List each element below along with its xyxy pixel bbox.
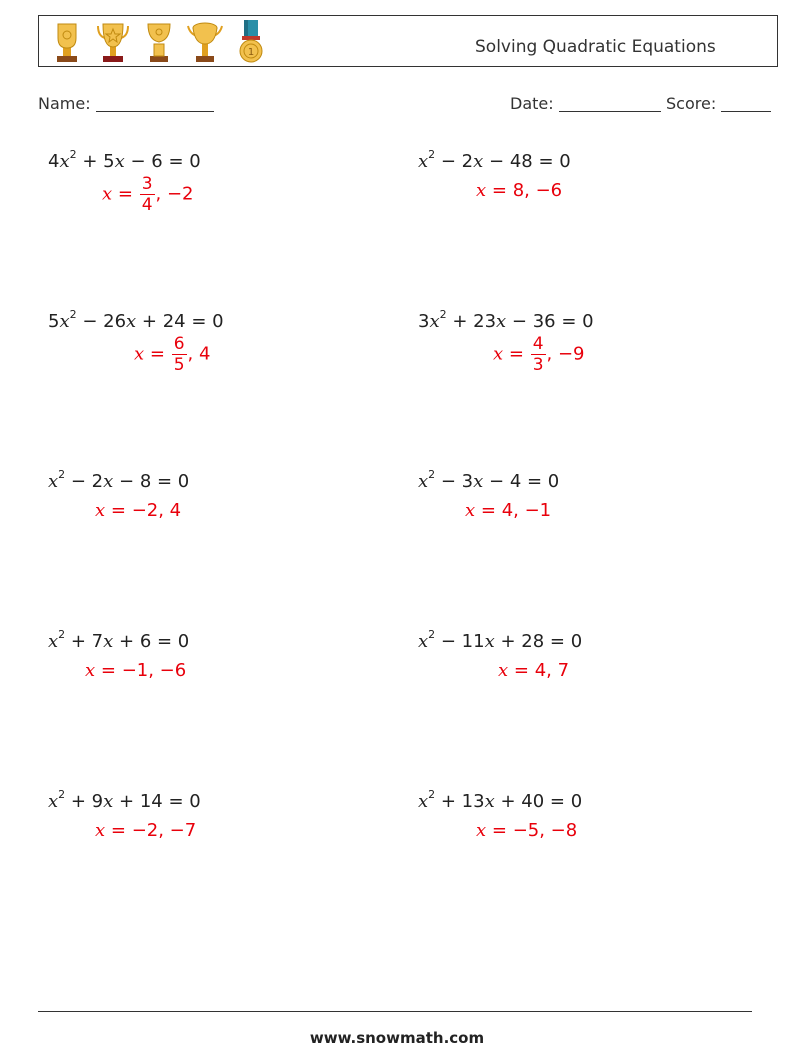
exponent: 2 xyxy=(439,308,447,321)
answer-variable: x xyxy=(465,500,476,521)
fraction-denominator: 3 xyxy=(532,355,544,375)
score-label: Score: xyxy=(666,94,717,113)
medal-icon xyxy=(233,20,269,64)
coef-b: + 7 xyxy=(65,631,104,652)
answer-variable: x xyxy=(476,180,487,201)
variable: x xyxy=(429,311,440,332)
variable: x xyxy=(126,311,137,332)
answer xyxy=(493,334,585,375)
answer-fraction xyxy=(140,174,155,215)
date-blank xyxy=(559,93,661,112)
exponent: 2 xyxy=(58,628,66,641)
fraction-denominator: 4 xyxy=(141,195,153,215)
variable: x xyxy=(103,631,114,652)
constant-term: − 48 = 0 xyxy=(483,151,571,172)
answer xyxy=(476,180,562,201)
constant-term: − 8 = 0 xyxy=(113,471,190,492)
coef-a: 4 xyxy=(48,151,60,172)
answer-variable: x xyxy=(134,343,145,365)
answer xyxy=(85,660,186,681)
fraction-numerator: 4 xyxy=(532,334,544,354)
variable: x xyxy=(418,151,429,172)
trophy-row xyxy=(49,20,269,64)
coef-a: 3 xyxy=(418,311,430,332)
exponent: 2 xyxy=(428,628,436,641)
exponent: 2 xyxy=(58,468,66,481)
footer-divider xyxy=(38,1011,752,1012)
coef-b: + 9 xyxy=(65,791,104,812)
answer-equals: = xyxy=(112,183,139,205)
name-blank xyxy=(96,93,214,112)
constant-term: − 4 = 0 xyxy=(483,471,560,492)
answer-equals: = xyxy=(503,343,530,365)
variable: x xyxy=(418,631,429,652)
constant-term: + 14 = 0 xyxy=(113,791,201,812)
coef-b: + 23 xyxy=(446,311,497,332)
problem-equation xyxy=(418,310,594,332)
constant-term: + 6 = 0 xyxy=(113,631,190,652)
problem-equation xyxy=(418,790,582,812)
answer-variable: x xyxy=(95,820,106,841)
answer-rest: , 4 xyxy=(187,343,211,365)
answer-variable: x xyxy=(85,660,96,681)
answer-variable: x xyxy=(102,183,113,205)
answer-variable: x xyxy=(95,500,106,521)
coef-b: − 2 xyxy=(65,471,104,492)
answer-equals: = xyxy=(475,500,502,521)
answer-rest: , −2 xyxy=(155,183,194,205)
answer xyxy=(465,500,551,521)
answer-equals: = xyxy=(144,343,171,365)
variable: x xyxy=(418,471,429,492)
coef-a: 5 xyxy=(48,311,60,332)
variable: x xyxy=(48,631,59,652)
problem-equation xyxy=(48,150,201,172)
coef-b: − 11 xyxy=(435,631,485,652)
answer-values: 4, 7 xyxy=(534,660,570,681)
exponent: 2 xyxy=(428,148,436,161)
score-blank xyxy=(721,93,771,112)
answer-equals: = xyxy=(508,660,535,681)
date-label: Date: xyxy=(510,94,554,113)
date-field xyxy=(510,93,661,113)
constant-term: + 28 = 0 xyxy=(494,631,583,652)
name-label: Name: xyxy=(38,94,91,113)
exponent: 2 xyxy=(428,468,436,481)
answer xyxy=(476,820,577,841)
constant-term: − 6 = 0 xyxy=(124,151,201,172)
exponent: 2 xyxy=(428,788,436,801)
answer-values: 8, −6 xyxy=(512,180,563,201)
problem-equation xyxy=(48,790,201,812)
variable: x xyxy=(496,311,507,332)
constant-term: + 24 = 0 xyxy=(136,311,224,332)
variable: x xyxy=(48,471,59,492)
answer xyxy=(498,660,569,681)
answer-equals: = xyxy=(105,820,132,841)
problem-equation xyxy=(418,150,571,172)
variable: x xyxy=(473,151,484,172)
fraction-numerator: 6 xyxy=(173,334,185,354)
answer-equals: = xyxy=(486,820,513,841)
trophy-star-icon xyxy=(95,20,131,64)
variable: x xyxy=(114,151,125,172)
answer xyxy=(95,500,181,521)
answer-values: −2, −7 xyxy=(131,820,197,841)
header-box xyxy=(38,15,778,67)
coef-b: − 3 xyxy=(435,471,474,492)
answer-variable: x xyxy=(476,820,487,841)
trophy-cup-icon xyxy=(49,20,85,64)
answer-values: −2, 4 xyxy=(131,500,182,521)
variable: x xyxy=(484,791,495,812)
exponent: 2 xyxy=(69,308,77,321)
variable: x xyxy=(48,791,59,812)
variable: x xyxy=(59,151,70,172)
variable: x xyxy=(103,471,114,492)
exponent: 2 xyxy=(58,788,66,801)
score-field xyxy=(666,93,771,113)
fraction-numerator: 3 xyxy=(141,174,153,194)
exponent: 2 xyxy=(69,148,77,161)
answer-equals: = xyxy=(486,180,513,201)
variable: x xyxy=(59,311,70,332)
trophy-goblet-icon xyxy=(141,20,177,64)
answer xyxy=(102,174,194,215)
worksheet-title: Solving Quadratic Equations xyxy=(475,37,716,57)
problem-equation xyxy=(48,470,189,492)
trophy-wide-icon xyxy=(187,20,223,64)
answer-values: −1, −6 xyxy=(121,660,187,681)
problem-equation xyxy=(48,310,224,332)
coef-b: + 13 xyxy=(435,791,485,812)
coef-b: − 26 xyxy=(76,311,127,332)
variable: x xyxy=(418,791,429,812)
coef-b: − 2 xyxy=(435,151,474,172)
answer xyxy=(134,334,210,375)
problem-equation xyxy=(418,630,582,652)
coef-b: + 5 xyxy=(76,151,115,172)
variable: x xyxy=(103,791,114,812)
answer-fraction xyxy=(172,334,187,375)
svg-text:1: 1 xyxy=(247,47,255,58)
constant-term: − 36 = 0 xyxy=(506,311,594,332)
variable: x xyxy=(473,471,484,492)
answer-equals: = xyxy=(105,500,132,521)
answer-fraction xyxy=(531,334,546,375)
answer-values: −5, −8 xyxy=(512,820,578,841)
answer-values: 4, −1 xyxy=(501,500,552,521)
answer-equals: = xyxy=(95,660,122,681)
problem-equation xyxy=(48,630,189,652)
answer xyxy=(95,820,196,841)
fraction-denominator: 5 xyxy=(173,355,185,375)
problem-equation xyxy=(418,470,559,492)
constant-term: + 40 = 0 xyxy=(494,791,583,812)
answer-variable: x xyxy=(493,343,504,365)
footer-url: www.snowmath.com xyxy=(309,1029,485,1047)
variable: x xyxy=(484,631,495,652)
answer-rest: , −9 xyxy=(546,343,585,365)
answer-variable: x xyxy=(498,660,509,681)
name-field xyxy=(38,93,214,113)
